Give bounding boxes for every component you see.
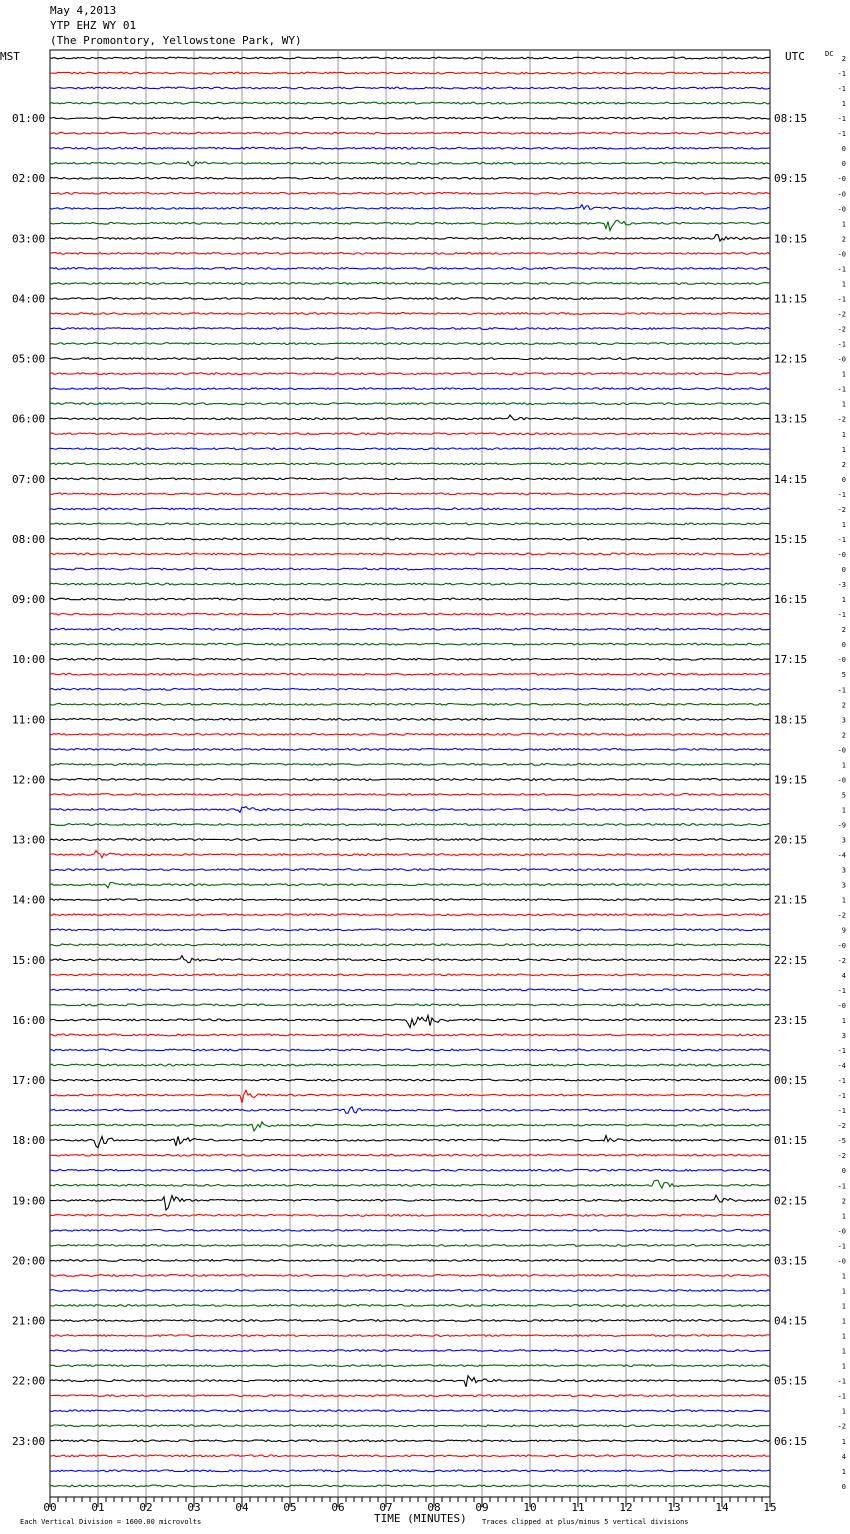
right-hour-label: 22:15	[774, 953, 808, 967]
seismic-trace	[50, 161, 770, 166]
dc-offset-value: -2	[837, 1152, 846, 1161]
seismic-trace	[50, 147, 770, 149]
x-tick-label: 00	[43, 1501, 57, 1514]
seismic-trace	[50, 882, 770, 887]
dc-offset-value: 3	[841, 716, 846, 725]
dc-offset-value: 0	[841, 160, 846, 169]
dc-offset-value: -0	[837, 175, 846, 184]
right-hour-label: 02:15	[774, 1194, 808, 1208]
seismic-trace	[50, 1135, 770, 1147]
dc-offset-value: -1	[837, 385, 846, 394]
left-hour-label: 05:00	[12, 352, 46, 366]
dc-offset-value: 1	[841, 1016, 846, 1025]
x-tick-label: 13	[667, 1501, 681, 1514]
left-hour-label: 23:00	[12, 1434, 46, 1448]
dc-offset-value: 0	[841, 641, 846, 650]
seismic-trace	[50, 794, 770, 796]
seismic-trace	[50, 1180, 770, 1188]
seismic-trace	[50, 718, 770, 720]
seismic-trace	[50, 1004, 770, 1006]
dc-offset-value: 2	[841, 731, 846, 740]
seismic-trace	[50, 839, 770, 841]
dc-offset-value: 1	[841, 220, 846, 229]
seismic-trace	[50, 388, 770, 390]
x-tick-label: 15	[763, 1501, 777, 1514]
seismic-trace	[50, 1395, 770, 1397]
right-hour-label: 10:15	[774, 232, 808, 246]
seismic-trace	[50, 1350, 770, 1352]
seismic-trace	[50, 1034, 770, 1036]
dc-offset-value: -4	[837, 1062, 846, 1071]
seismic-trace	[50, 313, 770, 315]
seismic-trace	[50, 779, 770, 781]
dc-offset-value: 1	[841, 806, 846, 815]
seismic-trace	[50, 628, 770, 630]
dc-offset-value: 3	[841, 866, 846, 875]
seismic-trace	[50, 851, 770, 858]
dc-offset-value: 1	[841, 520, 846, 529]
left-hour-label: 07:00	[12, 472, 46, 486]
seismic-trace	[50, 268, 770, 270]
right-hour-label: 06:15	[774, 1434, 808, 1448]
seismic-trace	[50, 899, 770, 901]
dc-offset-value: 2	[841, 701, 846, 710]
seismic-trace	[50, 1015, 770, 1027]
dc-offset-value: 3	[841, 881, 846, 890]
left-hour-label: 03:00	[12, 232, 46, 246]
dc-offset-value: -1	[837, 115, 846, 124]
right-hour-label: 05:15	[774, 1374, 808, 1388]
seismic-trace	[50, 117, 770, 119]
seismic-trace	[50, 373, 770, 375]
left-hour-label: 01:00	[12, 112, 46, 126]
seismic-trace	[50, 235, 770, 242]
seismic-trace	[50, 478, 770, 480]
dc-offset-value: -0	[837, 205, 846, 214]
seismic-trace	[50, 1214, 770, 1216]
dc-offset-value: 0	[841, 475, 846, 484]
dc-offset-value: -1	[837, 1242, 846, 1251]
seismic-trace	[50, 1229, 770, 1231]
dc-offset-value: -2	[837, 505, 846, 514]
dc-offset-value: -2	[837, 415, 846, 424]
seismic-trace	[50, 1410, 770, 1412]
left-hour-label: 16:00	[12, 1013, 46, 1027]
seismic-trace	[50, 1169, 770, 1171]
dc-offset-value: -1	[837, 1092, 846, 1101]
seismic-trace	[50, 132, 770, 134]
seismic-trace	[50, 87, 770, 89]
seismic-trace	[50, 914, 770, 916]
axis-labels	[12, 55, 846, 1514]
seismic-trace	[50, 448, 770, 450]
seismic-trace	[50, 221, 770, 231]
right-hour-label: 17:15	[774, 653, 808, 667]
dc-offset-value: 1	[841, 100, 846, 109]
dc-offset-value: 1	[841, 1467, 846, 1476]
dc-offset-value: -0	[837, 1227, 846, 1236]
x-tick-label: 11	[571, 1501, 585, 1514]
dc-offset-value: 5	[841, 671, 846, 680]
left-hour-label: 10:00	[12, 653, 46, 667]
seismic-trace	[50, 72, 770, 74]
seismic-trace	[50, 989, 770, 991]
dc-offset-value: -1	[837, 686, 846, 695]
dc-offset-value: -1	[837, 535, 846, 544]
seismic-trace	[50, 298, 770, 300]
dc-offset-value: 0	[841, 1167, 846, 1176]
left-hour-label: 09:00	[12, 593, 46, 607]
x-tick-label: 14	[715, 1501, 729, 1514]
dc-offset-value: -2	[837, 1422, 846, 1431]
dc-offset-value: -0	[837, 250, 846, 259]
dc-offset-value: 1	[841, 1362, 846, 1371]
dc-offset-value: 1	[841, 1302, 846, 1311]
dc-offset-value: -1	[837, 611, 846, 620]
seismic-trace	[50, 688, 770, 690]
seismic-trace	[50, 538, 770, 540]
seismic-trace	[50, 1122, 770, 1131]
x-tick-label: 01	[91, 1501, 105, 1514]
x-axis-title: TIME (MINUTES)	[374, 1512, 467, 1525]
dc-offset-value: 2	[841, 626, 846, 635]
right-hour-label: 19:15	[774, 773, 808, 787]
dc-offset-value: -1	[837, 295, 846, 304]
seismic-trace	[50, 807, 770, 813]
seismic-trace	[50, 343, 770, 345]
station-code: YTP EHZ WY 01	[50, 19, 137, 32]
dc-offset-value: 3	[841, 1031, 846, 1040]
dc-offset-value: -1	[837, 85, 846, 94]
seismic-trace	[50, 1335, 770, 1337]
dc-offset-value: -1	[837, 1046, 846, 1055]
left-hour-label: 20:00	[12, 1254, 46, 1268]
dc-offset-value: -1	[837, 1392, 846, 1401]
left-hour-label: 17:00	[12, 1074, 46, 1088]
dc-offset-value: 1	[841, 761, 846, 770]
dc-offset-value: 2	[841, 55, 846, 63]
dc-offset-value: -3	[837, 581, 846, 590]
dc-offset-value: -0	[837, 746, 846, 755]
left-timezone-label: MST	[0, 50, 20, 63]
dc-offset-value: -1	[837, 70, 846, 79]
seismic-trace	[50, 1064, 770, 1066]
dc-offset-value: -2	[837, 911, 846, 920]
left-hour-label: 08:00	[12, 532, 46, 546]
seismic-trace	[50, 192, 770, 194]
minute-grid	[50, 50, 770, 1497]
seismic-trace	[50, 358, 770, 360]
seismic-trace	[50, 673, 770, 675]
right-hour-label: 14:15	[774, 472, 808, 486]
dc-offset-value: -0	[837, 656, 846, 665]
seismic-trace	[50, 583, 770, 585]
dc-offset-value: 1	[841, 400, 846, 409]
seismic-trace	[50, 1455, 770, 1457]
seismic-trace	[50, 643, 770, 645]
left-hour-label: 15:00	[12, 953, 46, 967]
dc-offset-value: 0	[841, 145, 846, 154]
dc-offset-value: -2	[837, 956, 846, 965]
seismic-trace	[50, 1425, 770, 1427]
left-hour-label: 02:00	[12, 172, 46, 186]
seismic-trace	[50, 764, 770, 766]
dc-offset-value: 1	[841, 1272, 846, 1281]
seismic-trace	[50, 508, 770, 510]
seismic-trace	[50, 1365, 770, 1367]
vertical-division-note: Each Vertical Division = 1600.00 microvolts	[20, 1518, 202, 1526]
dc-offset-value: 1	[841, 370, 846, 379]
dc-label: DC	[825, 50, 834, 58]
dc-offset-value: -1	[837, 130, 846, 139]
x-tick-label: 02	[139, 1501, 153, 1514]
seismic-trace	[50, 328, 770, 330]
seismic-trace	[50, 598, 770, 600]
dc-offset-value: -1	[837, 1107, 846, 1116]
right-hour-label: 03:15	[774, 1254, 808, 1268]
left-hour-label: 06:00	[12, 412, 46, 426]
right-hour-label: 18:15	[774, 713, 808, 727]
dc-offset-value: 9	[841, 926, 846, 935]
seismic-trace	[50, 177, 770, 179]
right-hour-label: 01:15	[774, 1134, 808, 1148]
left-hour-label: 14:00	[12, 893, 46, 907]
right-hour-label: 04:15	[774, 1314, 808, 1328]
left-hour-label: 21:00	[12, 1314, 46, 1328]
left-hour-label: 19:00	[12, 1194, 46, 1208]
seismic-trace	[50, 869, 770, 871]
dc-offset-value: 0	[841, 1482, 846, 1491]
right-hour-label: 23:15	[774, 1013, 808, 1027]
seismic-trace	[50, 433, 770, 435]
station-location: (The Promontory, Yellowstone Park, WY)	[50, 34, 302, 47]
right-hour-label: 12:15	[774, 352, 808, 366]
dc-offset-value: -0	[837, 941, 846, 950]
x-tick-label: 04	[235, 1501, 249, 1514]
dc-offset-value: -1	[837, 265, 846, 274]
dc-offset-value: 2	[841, 460, 846, 469]
dc-offset-value: -2	[837, 310, 846, 319]
seismic-trace	[50, 568, 770, 570]
left-hour-label: 04:00	[12, 292, 46, 306]
seismic-trace	[50, 1275, 770, 1277]
seismic-trace	[50, 1485, 770, 1487]
seismic-trace	[50, 1195, 770, 1210]
right-hour-label: 15:15	[774, 532, 808, 546]
right-hour-label: 11:15	[774, 292, 808, 306]
dc-offset-value: 1	[841, 1212, 846, 1221]
x-tick-label: 06	[331, 1501, 345, 1514]
left-hour-label: 12:00	[12, 773, 46, 787]
seismic-trace	[50, 57, 770, 59]
dc-offset-value: -4	[837, 851, 846, 860]
seismic-trace	[50, 956, 770, 963]
dc-offset-value: -2	[837, 1122, 846, 1131]
left-hour-label: 11:00	[12, 713, 46, 727]
dc-offset-value: 4	[841, 971, 846, 980]
seismic-trace	[50, 1290, 770, 1292]
dc-offset-value: -1	[837, 490, 846, 499]
dc-offset-value: -2	[837, 325, 846, 334]
dc-offset-value: -0	[837, 355, 846, 364]
right-hour-label: 00:15	[774, 1074, 808, 1088]
dc-offset-value: -1	[837, 1077, 846, 1086]
plot-frame	[50, 50, 770, 1497]
dc-offset-value: -9	[837, 821, 846, 830]
left-hour-label: 22:00	[12, 1374, 46, 1388]
seismic-trace	[50, 253, 770, 255]
right-hour-label: 16:15	[774, 593, 808, 607]
dc-offset-value: -0	[837, 776, 846, 785]
dc-offset-value: 1	[841, 896, 846, 905]
seismic-trace	[50, 1090, 770, 1103]
dc-offset-value: 3	[841, 836, 846, 845]
dc-offset-value: -1	[837, 986, 846, 995]
seismic-trace	[50, 1470, 770, 1472]
dc-offset-value: 1	[841, 1407, 846, 1416]
seismic-trace	[50, 415, 770, 420]
seismic-trace	[50, 1320, 770, 1322]
seismic-trace	[50, 749, 770, 751]
dc-offset-value: 5	[841, 791, 846, 800]
right-hour-label: 21:15	[774, 893, 808, 907]
seismic-trace	[50, 205, 770, 210]
dc-offset-value: -1	[837, 1377, 846, 1386]
dc-offset-value: 1	[841, 1332, 846, 1341]
x-tick-label: 08	[427, 1501, 441, 1514]
right-hour-label: 08:15	[774, 112, 808, 126]
seismic-trace	[50, 283, 770, 285]
dc-offset-value: -0	[837, 190, 846, 199]
dc-offset-value: 2	[841, 1197, 846, 1206]
seismic-trace	[50, 658, 770, 660]
seismic-trace	[50, 463, 770, 465]
right-hour-label: 13:15	[774, 412, 808, 426]
dc-offset-value: 1	[841, 430, 846, 439]
dc-offset-value: -1	[837, 340, 846, 349]
dc-offset-value: -0	[837, 1257, 846, 1266]
dc-offset-value: 1	[841, 1287, 846, 1296]
dc-offset-value: -0	[837, 550, 846, 559]
seismic-trace	[50, 1260, 770, 1262]
seismic-trace	[50, 974, 770, 976]
x-tick-label: 10	[523, 1501, 537, 1514]
seismic-trace	[50, 1376, 770, 1387]
dc-offset-value: -5	[837, 1137, 846, 1146]
seismic-traces	[50, 57, 770, 1487]
dc-offset-value: 4	[841, 1452, 846, 1461]
left-hour-label: 18:00	[12, 1134, 46, 1148]
seismic-trace	[50, 613, 770, 615]
dc-offset-value: 1	[841, 1317, 846, 1326]
dc-offset-value: 1	[841, 445, 846, 454]
dc-offset-value: -1	[837, 1182, 846, 1191]
x-tick-label: 07	[379, 1501, 393, 1514]
clipping-note: Traces clipped at plus/minus 5 vertical divisions	[482, 1518, 689, 1526]
seismic-trace	[50, 523, 770, 525]
dc-offset-value: 1	[841, 1347, 846, 1356]
seismic-trace	[50, 1049, 770, 1051]
seismic-trace	[50, 1154, 770, 1156]
dc-offset-value: 0	[841, 566, 846, 575]
x-tick-label: 09	[475, 1501, 489, 1514]
x-tick-label: 05	[283, 1501, 297, 1514]
seismic-trace	[50, 1107, 770, 1113]
dc-offset-value: 1	[841, 280, 846, 289]
dc-offset-value: 1	[841, 596, 846, 605]
right-hour-label: 09:15	[774, 172, 808, 186]
right-hour-label: 20:15	[774, 833, 808, 847]
x-tick-label: 12	[619, 1501, 633, 1514]
seismic-trace	[50, 493, 770, 495]
seismic-trace	[50, 1079, 770, 1081]
seismic-trace	[50, 1305, 770, 1307]
seismic-trace	[50, 403, 770, 405]
seismic-trace	[50, 703, 770, 705]
seismic-trace	[50, 944, 770, 946]
left-hour-label: 13:00	[12, 833, 46, 847]
plot-date: May 4,2013	[50, 4, 117, 17]
right-timezone-label: UTC	[785, 50, 805, 63]
seismic-trace	[50, 102, 770, 104]
seismic-trace	[50, 553, 770, 555]
dc-offset-value: 1	[841, 1437, 846, 1446]
seismic-trace	[50, 929, 770, 931]
seismic-trace	[50, 1245, 770, 1247]
dc-offset-value: 2	[841, 235, 846, 244]
seismic-trace	[50, 1440, 770, 1442]
x-tick-label: 03	[187, 1501, 201, 1514]
seismic-trace	[50, 824, 770, 826]
seismic-trace	[50, 734, 770, 736]
dc-offset-value: -0	[837, 1001, 846, 1010]
